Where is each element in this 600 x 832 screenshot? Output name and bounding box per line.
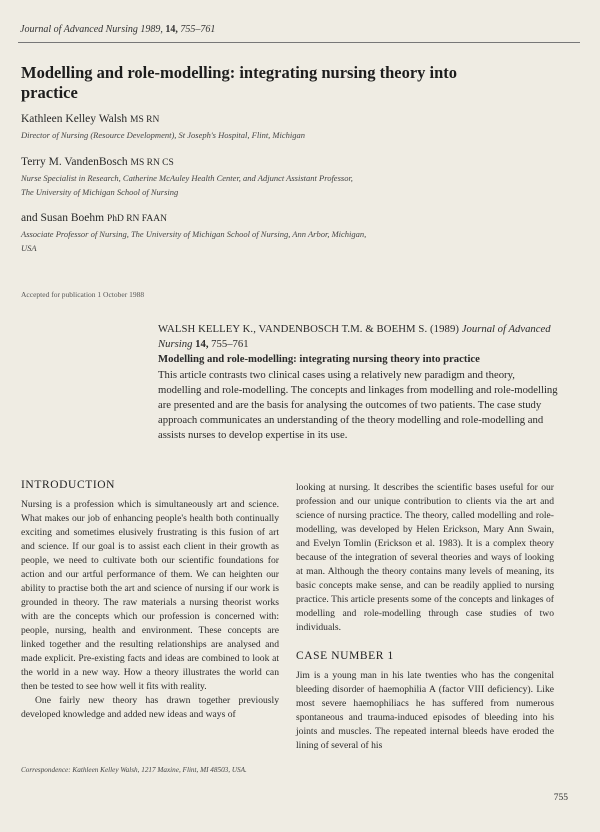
author-name: Kathleen Kelley Walsh <box>21 113 128 125</box>
section-heading-case-1: CASE NUMBER 1 <box>296 650 394 662</box>
paragraph: Jim is a young man in his late twenties who has the congenital bleeding disorder of haemophilia A (factor VIII deficiency). Like most severe haemophiliacs he has suffered from numerous spontaneous and trauma-induced episodes of bleeding into his joints and muscles. The repeated internal bleeds have eroded the lining of several of his <box>296 670 554 751</box>
section-heading-introduction: INTRODUCTION <box>21 479 116 491</box>
running-header <box>20 24 215 35</box>
author-2 <box>21 155 441 199</box>
article-title: Modelling and role-modelling: integrating nursing theory into practice <box>21 63 458 102</box>
abstract-body: This article contrasts two clinical cases using a relatively new paradigm and theory, modelling and role-modelling. The concepts and linkages from modelling and role-modelling are presented and are the basis for analysing the outcomes of two patients. The case study approach communicates an understanding of the theory modelling and role-modelling and assists nurses to develop expertise in its use. <box>158 368 558 442</box>
abstract-journal: Journal of Advanced Nursing <box>158 323 551 351</box>
author-affiliation: Associate Professor of Nursing, The University of Michigan School of Nursing, Ann Arbor, Michigan, USA <box>21 229 367 253</box>
author-3 <box>21 211 441 255</box>
paragraph: Nursing is a profession which is simultaneously art and science. What makes our job of enhancing people's health both continually exciting and sometimes elusively frustrating is this fusion of art and science. If our goal is to assist each client in their growth as people, we need to cultivate both our scientific foundations for action and our artful performance of them. We can heighten our ability to practise both the art and science of nursing if our work is grounded in theory. The raw materials a nursing theorist works with are the concepts which our profession is concerned with: people, nursing, health and environment. These concepts are linked together and the resulting relationships are analysed and made explicit. Pre-existing facts and ideas are combined to look at the world in a new way. How a theory illustrates the world can then be tested to see how well it fits with reality. <box>21 499 279 692</box>
author-degrees: MS RN <box>130 115 160 125</box>
header-rule <box>18 42 580 43</box>
author-affiliation: Nurse Specialist in Research, Catherine McAuley Health Center, and Adjunct Assistant Professor, The University of Michigan School of Nursing <box>21 173 353 197</box>
author-name: Terry M. VandenBosch <box>21 156 128 168</box>
author-1 <box>21 112 441 142</box>
abstract-volume: 14, <box>195 338 209 351</box>
page-number: 755 <box>553 793 568 803</box>
right-column <box>296 481 554 753</box>
journal-name: Journal of Advanced Nursing <box>20 24 138 35</box>
abstract-title: Modelling and role-modelling: integrating nursing theory into practice <box>158 353 480 366</box>
journal-volume: 14, <box>165 24 178 35</box>
abstract <box>158 322 558 444</box>
author-name: and Susan Boehm <box>21 212 105 224</box>
left-column <box>21 478 279 722</box>
author-degrees: MS RN CS <box>130 158 174 168</box>
abstract-pages: 755–761 <box>211 338 249 351</box>
author-affiliation: Director of Nursing (Resource Development), St Joseph's Hospital, Flint, Michigan <box>21 130 306 140</box>
paragraph: One fairly new theory has drawn together previously developed knowledge and added new ideas and ways of <box>21 695 279 720</box>
accepted-date: Accepted for publication 1 October 1988 <box>21 290 145 299</box>
correspondence-note: Correspondence: Kathleen Kelley Walsh, 1217 Maxine, Flint, MI 48503, USA. <box>21 766 247 774</box>
journal-year: 1989, <box>140 24 163 35</box>
author-degrees: PhD RN FAAN <box>106 214 167 224</box>
abstract-citation: WALSH KELLEY K., VANDENBOSCH T.M. & BOEHM S. (1989) <box>158 323 460 335</box>
journal-pages: 755–761 <box>180 24 216 35</box>
paragraph: looking at nursing. It describes the scientific bases useful for our profession and our unique contribution to clients via the art and science of nursing practice. The theory, called modelling and role-modelling, was developed by Helen Erickson, Mary Ann Swain, and Evelyn Tomlin (Erickson et al. 1983). It is a complex theory because of the integration of several theories and ways of looking at man. Although the theory contains many levels of meaning, its basic concepts make sense, and can be readily applied to nursing practice. This article presents some of the concepts and linkages of modelling and role-modelling through case studies of two individuals. <box>296 482 554 633</box>
